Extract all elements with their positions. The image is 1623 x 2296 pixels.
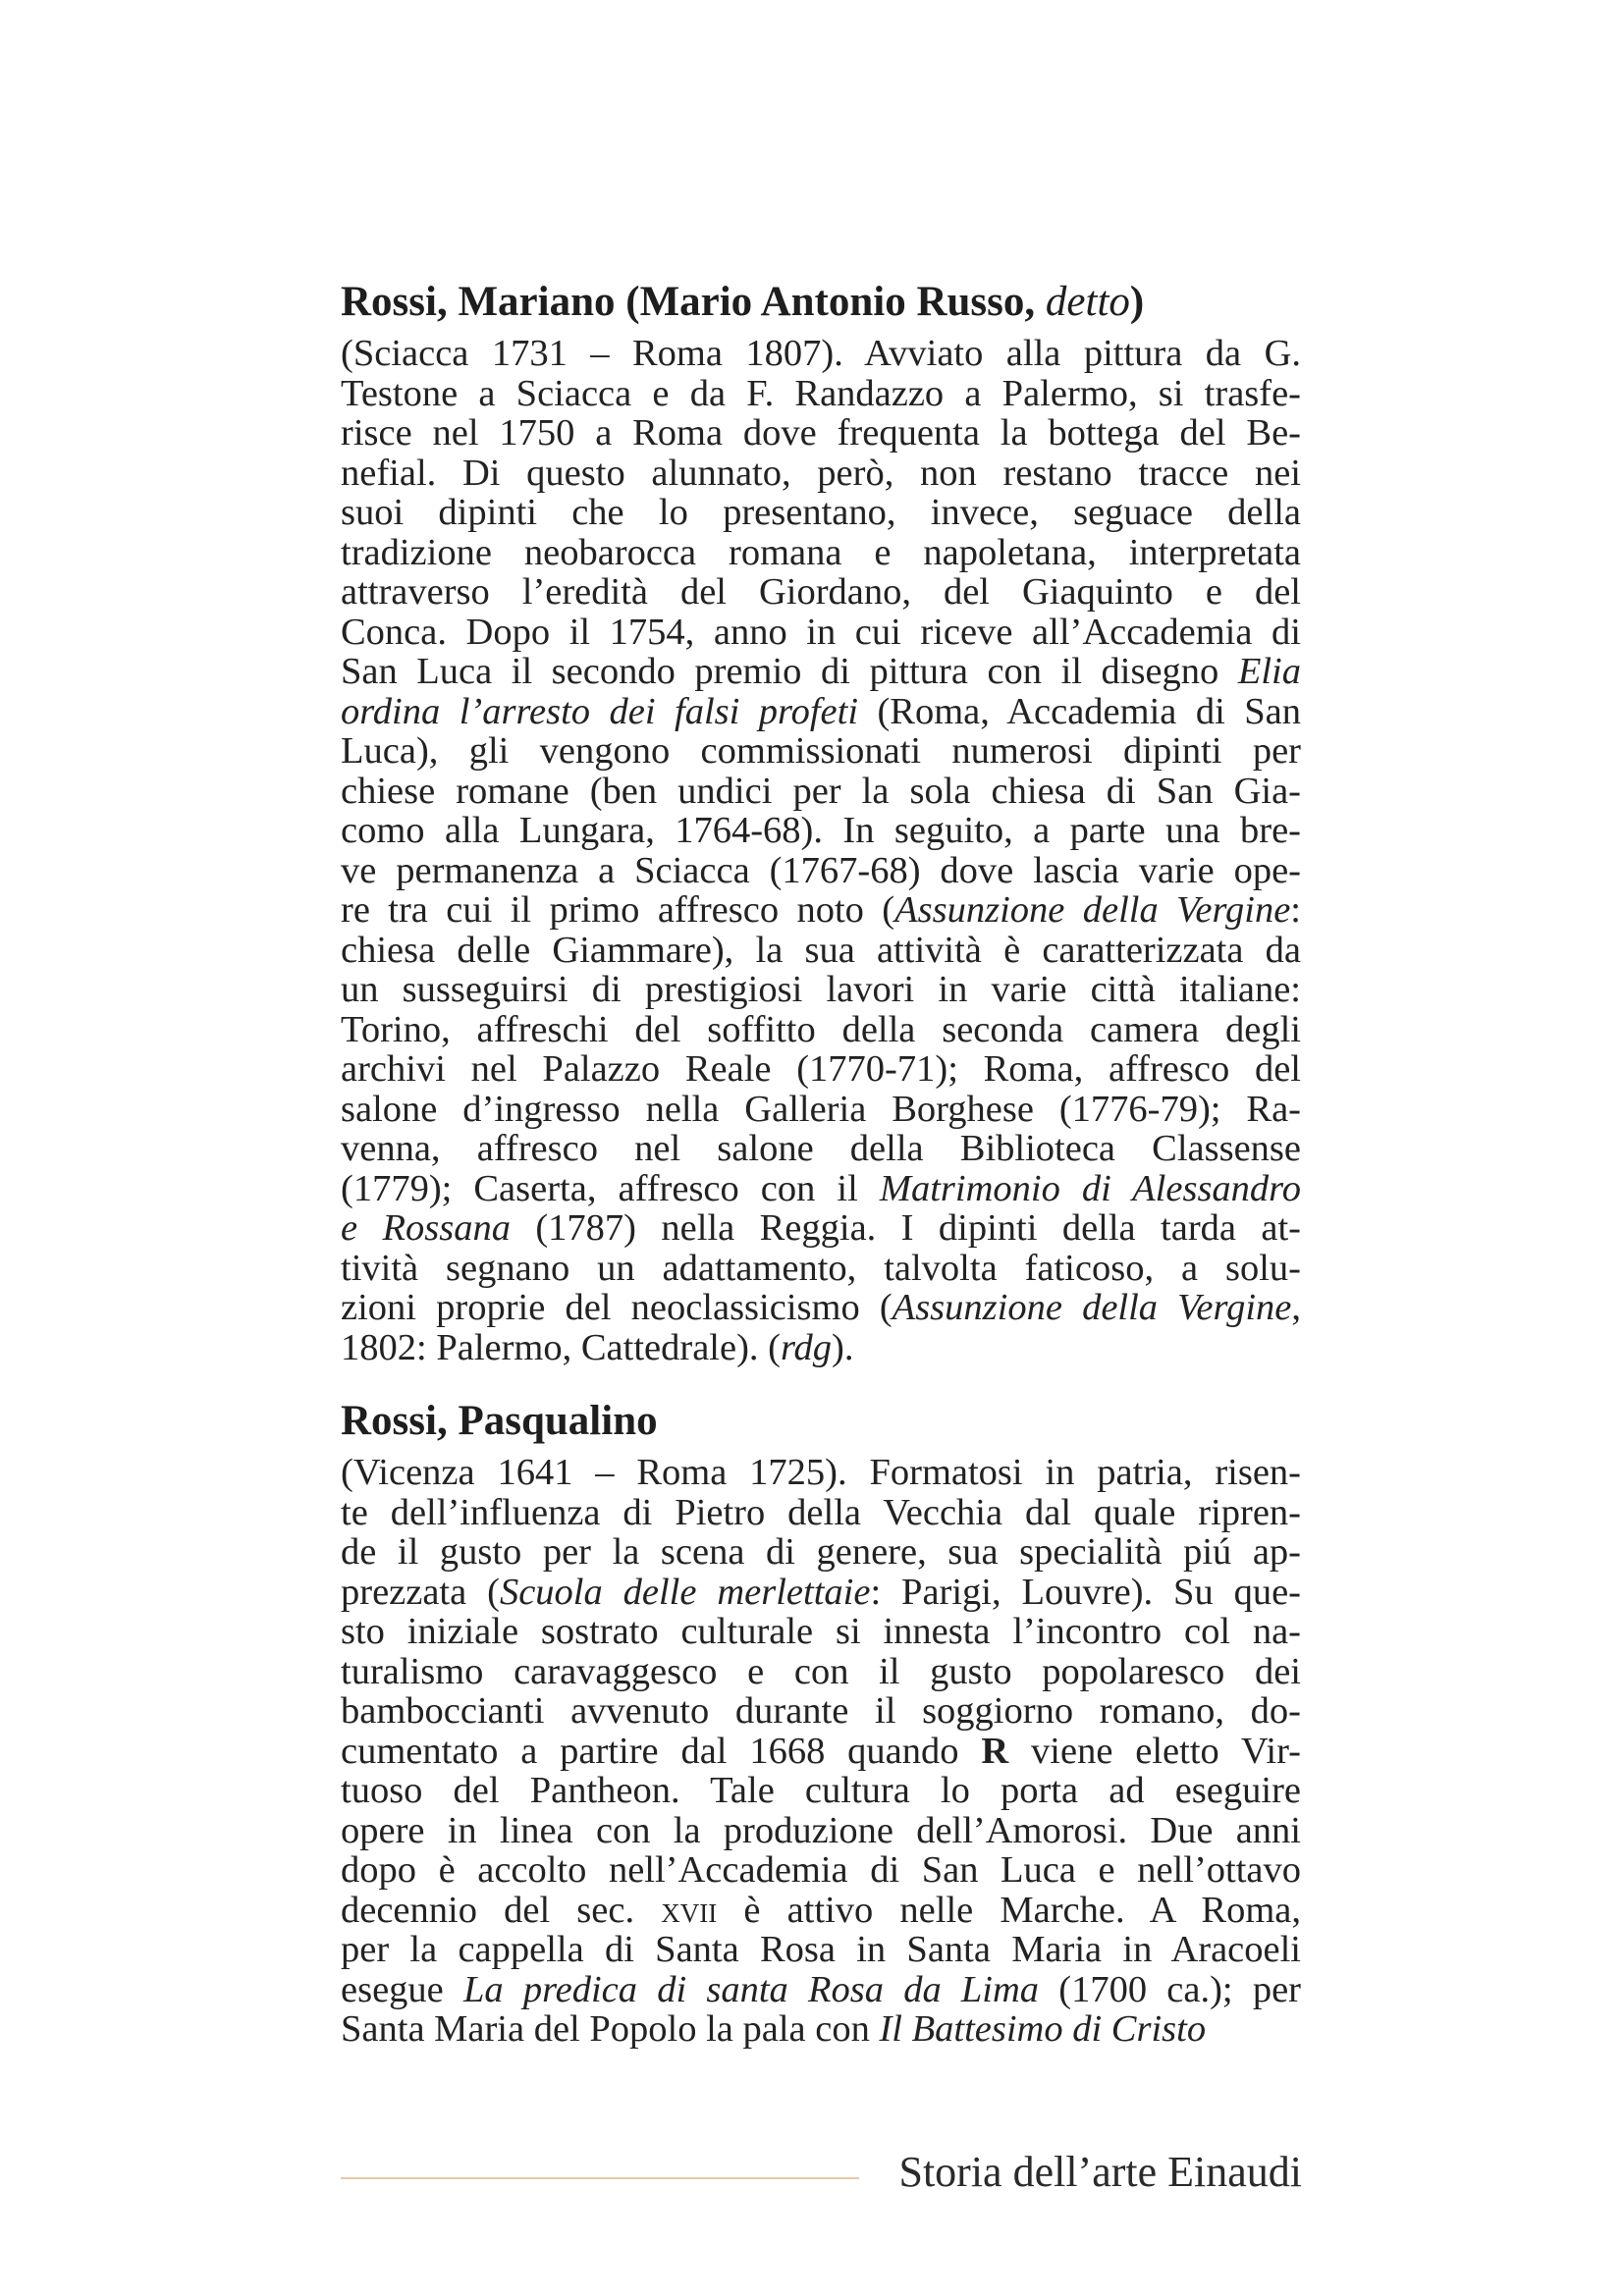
- text-run: risce nel 1750 a Roma dove frequenta la bottega del Be-: [341, 412, 1301, 454]
- text-line: [341, 1573, 1301, 1613]
- italic-text: e Rossana: [341, 1207, 511, 1249]
- text-line: [341, 613, 1301, 653]
- text-run: viene eletto Vir-: [1008, 1730, 1301, 1772]
- text-line: [341, 493, 1301, 533]
- italic-text: Assunzione della Vergine: [892, 1287, 1292, 1328]
- text-line: [341, 1850, 1301, 1891]
- text-run: per la cappella di Santa Rosa in Santa Maria in Aracoeli: [341, 1929, 1301, 1970]
- text-line: [341, 692, 1301, 732]
- entry-heading: [341, 273, 1301, 332]
- text-line: [341, 1010, 1301, 1050]
- text-line: [341, 1208, 1301, 1249]
- text-line: [341, 413, 1301, 454]
- text-line: [341, 851, 1301, 891]
- text-line: [341, 1930, 1301, 1970]
- text-run: cumentato a partire dal 1668 quando: [341, 1730, 982, 1772]
- text-run: suoi dipinti che lo presentano, invece, seguace della: [341, 492, 1301, 533]
- text-run: : Parigi, Louvre). Su que-: [870, 1571, 1302, 1613]
- text-line: [341, 1811, 1301, 1851]
- text-run: decennio del sec.: [341, 1889, 662, 1931]
- text-line: [341, 1090, 1301, 1130]
- text-run: te dell’influenza di Pietro della Vecchia dal quale ripren-: [341, 1491, 1301, 1533]
- text-line: [341, 1288, 1301, 1328]
- text-line: [341, 970, 1301, 1010]
- text-run: (1779); Caserta, affresco con il: [341, 1167, 880, 1209]
- heading-close: ): [1129, 279, 1145, 325]
- text-line: [341, 1169, 1301, 1209]
- italic-text: Matrimonio di Alessandro: [879, 1167, 1301, 1209]
- text-line: [341, 2009, 1301, 2050]
- text-line: [341, 1771, 1301, 1811]
- text-run: esegue: [341, 1968, 463, 2010]
- text-run: Conca. Dopo il 1754, anno in cui riceve all’Accademia di: [341, 611, 1301, 653]
- text-run: Santa Maria del Popolo la pala con: [341, 2008, 880, 2050]
- italic-text: Elia: [1237, 651, 1301, 692]
- text-run: tuoso del Pantheon. Tale cultura lo porta ad eseguire: [341, 1770, 1301, 1811]
- text-run: Testone a Sciacca e da F. Randazzo a Palermo, si trasfe-: [341, 372, 1301, 414]
- text-line: [341, 1453, 1301, 1493]
- entry-heading: Rossi, Pasqualino: [341, 1398, 658, 1444]
- heading-detto: detto: [1045, 279, 1130, 325]
- footer-title: Storia dell’arte Einaudi: [898, 2148, 1302, 2196]
- text-line: [341, 1129, 1301, 1169]
- text-line: [341, 572, 1301, 613]
- text-run: 1802: Palermo, Cattedrale). (: [341, 1326, 781, 1368]
- text-run: opere in linea con la produzione dell’Amorosi. Due anni: [341, 1809, 1301, 1851]
- footer-rule: [341, 2177, 859, 2179]
- text-run: ).: [832, 1326, 854, 1368]
- text-line: [341, 652, 1301, 692]
- text-run: tradizione neobarocca romana e napoletana, interpretata: [341, 531, 1301, 573]
- text-run: ve permanenza a Sciacca (1767-68) dove lascia varie ope-: [341, 849, 1301, 891]
- bold-text: R: [981, 1730, 1009, 1772]
- text-line: [341, 1249, 1301, 1289]
- text-run: nefial. Di questo alunnato, però, non restano tracce nei: [341, 452, 1301, 494]
- text-run: (1787) nella Reggia. I dipinti della tarda at-: [510, 1207, 1301, 1249]
- text-run: re tra cui il primo affresco noto (: [341, 889, 895, 931]
- text-line: [341, 931, 1301, 971]
- text-line: [341, 533, 1301, 573]
- text-run: bamboccianti avvenuto durante il soggiorno romano, do-: [341, 1690, 1301, 1732]
- text-run: chiesa delle Giammare), la sua attività è caratterizzata da: [341, 929, 1301, 971]
- text-run: xvii: [661, 1889, 718, 1931]
- text-line: [341, 1612, 1301, 1652]
- text-run: San Luca il secondo premio di pittura con il disegno: [341, 651, 1238, 692]
- text-run: archivi nel Palazzo Reale (1770-71); Roma, affresco del: [341, 1048, 1301, 1090]
- italic-text: La predica di santa Rosa da Lima: [462, 1968, 1040, 2010]
- text-line: [341, 1891, 1301, 1931]
- text-run: è attivo nelle Marche. A Roma,: [717, 1889, 1301, 1931]
- entry-body: [341, 1453, 1301, 2050]
- text-run: attraverso l’eredità del Giordano, del Giaquinto e del: [341, 571, 1301, 613]
- italic-text: Il Battesimo di Cristo: [879, 2008, 1207, 2050]
- text-run: chiese romane (ben undici per la sola chiesa di San Gia-: [341, 770, 1301, 812]
- entry-body: [341, 334, 1301, 1367]
- entry-rossi-mariano: [341, 273, 1301, 1367]
- italic-text: rdg: [780, 1326, 833, 1368]
- text-run: como alla Lungara, 1764-68). In seguito, a parte una bre-: [341, 810, 1301, 851]
- text-run: un susseguirsi di prestigiosi lavori in varie città italiane:: [341, 969, 1301, 1010]
- entry-rossi-pasqualino: [341, 1392, 1301, 2050]
- text-line: [341, 334, 1301, 374]
- text-line: [341, 772, 1301, 812]
- text-line: [341, 731, 1301, 772]
- italic-text: Assunzione della Vergine: [894, 889, 1291, 931]
- text-run: :: [1290, 889, 1301, 931]
- text-run: prezzata (: [341, 1571, 500, 1613]
- text-run: zioni proprie del neoclassicismo (: [341, 1287, 893, 1328]
- italic-text: ordina l’arresto dei falsi profeti: [341, 690, 859, 732]
- text-run: dopo è accolto nell’Accademia di San Luca e nell’ottavo: [341, 1849, 1301, 1891]
- text-line: [341, 374, 1301, 414]
- text-run: turalismo caravaggesco e con il gusto popolaresco dei: [341, 1650, 1301, 1692]
- text-line: [341, 890, 1301, 931]
- text-line: [341, 454, 1301, 494]
- text-run: tività segnano un adattamento, talvolta faticoso, a solu-: [341, 1247, 1301, 1289]
- text-run: venna, affresco nel salone della Biblioteca Classense: [341, 1128, 1301, 1169]
- text-run: salone d’ingresso nella Galleria Borghese (1776-79); Ra-: [341, 1088, 1301, 1130]
- text-line: [341, 1049, 1301, 1090]
- text-run: (1700 ca.); per: [1039, 1968, 1301, 2010]
- text-run: ,: [1291, 1287, 1301, 1328]
- text-run: de il gusto per la scena di genere, sua specialità piú ap-: [341, 1531, 1301, 1573]
- text-line: [341, 1328, 1301, 1368]
- italic-text: Scuola delle merlettaie: [499, 1571, 871, 1613]
- text-line: [341, 811, 1301, 851]
- heading-name: Rossi, Mariano (Mario Antonio Russo,: [341, 279, 1036, 325]
- text-line: [341, 1732, 1301, 1772]
- text-line: [341, 1652, 1301, 1692]
- text-line: [341, 1970, 1301, 2010]
- text-run: (Roma, Accademia di San: [858, 690, 1301, 732]
- text-line: [341, 1532, 1301, 1573]
- text-line: [341, 1493, 1301, 1533]
- text-run: (Sciacca 1731 – Roma 1807). Avviato alla pittura da G.: [341, 333, 1301, 374]
- text-run: Luca), gli vengono commissionati numerosi dipinti per: [341, 730, 1301, 772]
- text-run: sto iniziale sostrato culturale si innesta l’incontro col na-: [341, 1611, 1301, 1652]
- text-line: [341, 1691, 1301, 1732]
- text-run: Torino, affreschi del soffitto della seconda camera degli: [341, 1008, 1301, 1050]
- text-run: (Vicenza 1641 – Roma 1725). Formatosi in patria, risen-: [341, 1452, 1301, 1493]
